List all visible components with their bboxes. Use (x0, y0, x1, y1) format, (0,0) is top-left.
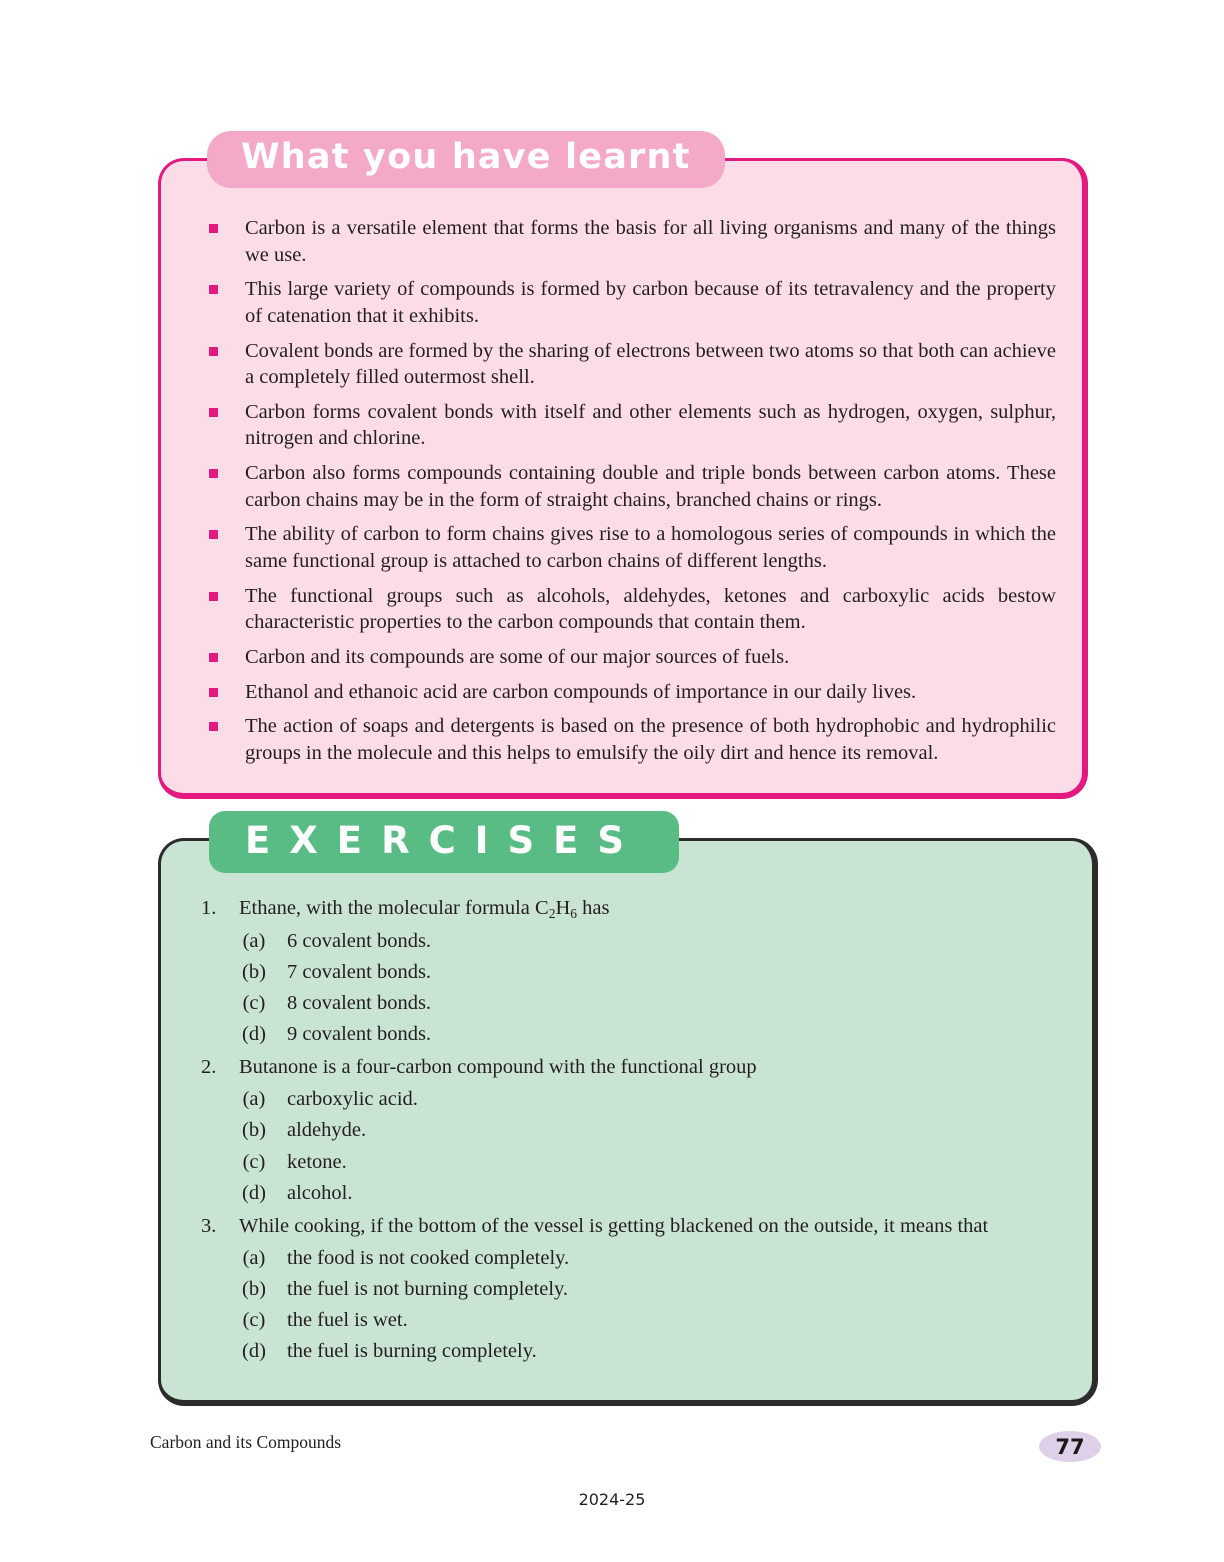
option-item[interactable] (187, 926, 1066, 957)
list-item-text: Carbon and its compounds are some of our major sources of fuels. (245, 645, 790, 668)
option-text: 6 covalent bonds. (287, 929, 432, 952)
footer-chapter-title: Carbon and its Compounds (150, 1432, 342, 1452)
list-item-text: This large variety of compounds is formed by carbon because of its tetravalency and the property of catenation that it exhibits. (245, 278, 1056, 327)
list-item-text: The action of soaps and detergents is based on the presence of both hydrophobic and hydrophilic groups in the molecule and this helps to emulsify the oily dirt and hence its removal. (245, 715, 1056, 764)
question-stem (187, 895, 1066, 923)
question-stem-text: While cooking, if the bottom of the vessel is getting blackened on the outside, it means that (239, 1214, 989, 1237)
option-list (187, 1243, 1066, 1368)
option-item[interactable] (187, 957, 1066, 988)
question-number: 2. (201, 1056, 217, 1079)
option-text: 7 covalent bonds. (287, 960, 432, 983)
list-item-text: The functional groups such as alcohols, aldehydes, ketones and carboxylic acids bestow characteristic properties to the carbon compounds that contain them. (245, 584, 1056, 634)
square-bullet-icon (209, 653, 218, 662)
question-stem (187, 1054, 1066, 1081)
question-number: 1. (201, 897, 217, 919)
question-number: 3. (201, 1214, 217, 1237)
list-item (187, 215, 1056, 268)
exercises-section (158, 819, 1098, 1406)
question-item (187, 1054, 1066, 1209)
square-bullet-icon (209, 688, 218, 697)
option-item[interactable] (187, 1115, 1066, 1146)
question-item (187, 895, 1066, 1050)
list-item-text: The ability of carbon to form chains gives rise to a homologous series of compounds in which the same functional group is attached to carbon chains of different lengths. (245, 523, 1056, 573)
option-label: (d) (242, 1023, 266, 1046)
option-text: 8 covalent bonds. (287, 991, 432, 1014)
list-item-text: Carbon is a versatile element that forms the basis for all living organisms and many of the things we use. (245, 217, 1056, 266)
list-item (187, 644, 1056, 671)
option-item[interactable] (187, 1178, 1066, 1209)
option-text: 9 covalent bonds. (287, 1023, 432, 1046)
exercises-box (158, 819, 1098, 1406)
list-item (187, 583, 1056, 636)
learnt-banner-title: What you have learnt (207, 131, 725, 188)
list-item (187, 276, 1056, 329)
square-bullet-icon (209, 530, 218, 539)
option-label: (b) (242, 960, 266, 983)
learnt-bullet-list (187, 215, 1056, 767)
question-list (187, 895, 1066, 1368)
question-item (187, 1213, 1066, 1368)
option-label: (b) (242, 1278, 266, 1301)
list-item (187, 713, 1056, 766)
option-item[interactable] (187, 1336, 1066, 1367)
option-text: the fuel is wet. (287, 1309, 408, 1332)
option-text: ketone. (287, 1150, 347, 1173)
option-label: (c) (242, 1150, 266, 1173)
subscript: 6 (570, 905, 578, 921)
option-label: (d) (242, 1181, 266, 1204)
option-item[interactable] (187, 1274, 1066, 1305)
option-label: (a) (242, 1088, 266, 1111)
option-item[interactable] (187, 1243, 1066, 1274)
option-text: alcohol. (287, 1181, 353, 1204)
option-item[interactable] (187, 988, 1066, 1019)
learnt-box (158, 137, 1088, 799)
option-item[interactable] (187, 1147, 1066, 1178)
list-item (187, 521, 1056, 574)
exercises-banner-title: EXERCISES (209, 811, 679, 873)
list-item-text: Covalent bonds are formed by the sharing of electrons between two atoms so that both can achieve a completely filled outermost shell. (245, 339, 1056, 389)
option-text: the food is not cooked completely. (287, 1246, 570, 1269)
square-bullet-icon (209, 722, 218, 731)
option-label: (d) (242, 1340, 266, 1363)
option-label: (c) (242, 1309, 266, 1332)
what-you-have-learnt-section (158, 137, 1088, 799)
list-item (187, 460, 1056, 513)
list-item (187, 679, 1056, 706)
option-label: (a) (242, 929, 266, 952)
question-stem (187, 1213, 1066, 1240)
subscript: 2 (548, 905, 556, 921)
square-bullet-icon (209, 224, 218, 233)
list-item-text: Ethanol and ethanoic acid are carbon compounds of importance in our daily lives. (245, 680, 917, 703)
question-stem-text: Ethane, with the molecular formula $C_2H_6$ has (239, 897, 610, 921)
list-item-text: Carbon also forms compounds containing double and triple bonds between carbon atoms. These carbon chains may be in the form of straight chains, branched chains or rings. (245, 462, 1056, 511)
square-bullet-icon (209, 285, 218, 294)
option-text: carboxylic acid. (287, 1088, 418, 1111)
square-bullet-icon (209, 408, 218, 417)
option-list (187, 926, 1066, 1051)
square-bullet-icon (209, 592, 218, 601)
list-item-text: Carbon forms covalent bonds with itself and other elements such as hydrogen, oxygen, sulphur, nitrogen and chlorine. (245, 400, 1056, 450)
list-item (187, 338, 1056, 391)
square-bullet-icon (209, 469, 218, 478)
footer-year: 2024-25 (578, 1490, 646, 1509)
option-list (187, 1084, 1066, 1209)
option-label: (b) (242, 1119, 266, 1142)
option-text: the fuel is not burning completely. (287, 1278, 569, 1301)
option-label: (a) (242, 1246, 266, 1269)
option-label: (c) (242, 991, 266, 1014)
option-text: the fuel is burning completely. (287, 1340, 537, 1363)
option-text: aldehyde. (287, 1119, 367, 1142)
question-stem-text: Butanone is a four-carbon compound with the functional group (239, 1056, 757, 1079)
list-item (187, 399, 1056, 452)
option-item[interactable] (187, 1305, 1066, 1336)
option-item[interactable] (187, 1019, 1066, 1050)
square-bullet-icon (209, 347, 218, 356)
option-item[interactable] (187, 1084, 1066, 1115)
page-number-badge: 77 (1039, 1431, 1101, 1462)
